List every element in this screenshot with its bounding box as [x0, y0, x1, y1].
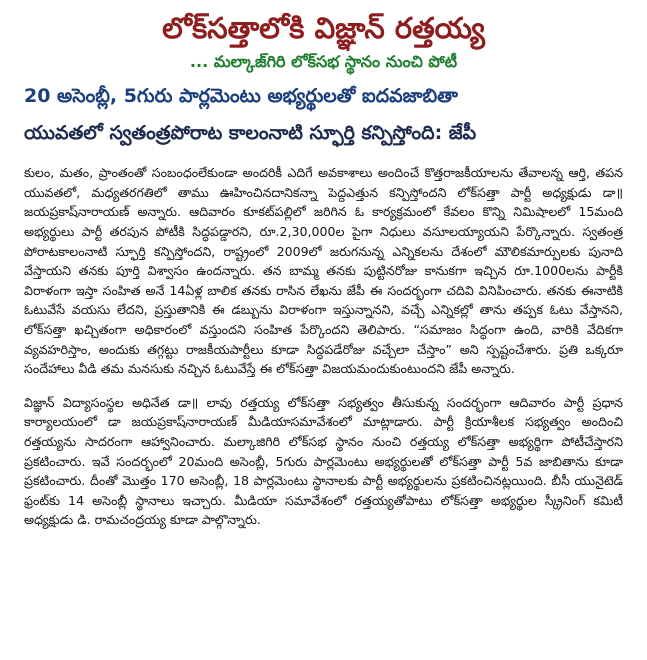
article-title: లోక్‌సత్తాలోకి విజ్ఞాన్ రత్తయ్య	[162, 11, 485, 45]
article-body	[24, 163, 623, 530]
article-paragraph: విజ్ఞాన్ విద్యాసంస్థల అధినేత డా॥ లావు రత్తయ్య లోక్‌సత్తా సభ్యత్వం తీసుకున్న సందర్భంగా ఆదివారం పార్టీ ప్రధాన కార్యాలయంలో డా జయప్రకాష్‌నారాయణ్ మీడియాసమావేశంలో మాట్లాడారు. పార్టీ క్రియాశీలక సభ్యత్వం అందించి రత్తయ్యను సాదరంగా ఆహ్వానించారు. మల్కాజిగిరి లోక్‌సభ స్థానం నుంచి రత్తయ్య లోక్‌సత్తా అభ్యర్థిగా పోటీచేస్తారని ప్రకటించారు. ఇవే సందర్భంలో 20మంది అసెంబ్లీ, 5గురు పార్లమెంటు అభ్యర్థులతో లోక్‌సత్తా పార్టీ 5వ జాబితాను కూడా ప్రకటించారు. దీంతో మొత్తం 170 అసెంబ్లీ, 18 పార్లమెంటు స్థానాలకు పార్టీ అభ్యర్థులను ప్రకటించినట్లయింది. బీసీ యునైటెడ్ ఫ్రంట్‌కు 14 అసెంబ్లీ స్థానాలు ఇచ్చారు. మీడియా సమావేశంలో రత్తయ్యతోపాటు లోక్‌సత్తా అభ్యర్థుల స్క్రీనింగ్ కమిటీ అధ్యక్షుడు డి. రామచంద్రయ్య కూడా పాల్గొన్నారు.	[24, 394, 623, 528]
article-headline-blue: 20 అసెంబ్లీ, 5గురు పార్లమెంటు అభ్యర్థులతో ఐదవజాబితా	[24, 85, 458, 108]
article-paragraph: కులం, మతం, ప్రాంతంతో సంబంధంలేకుండా అందరికీ ఎదిగే అవకాశాలు అందించే కొత్తరాజకీయాలను తేవాలన్న ఆర్తి, తపన యువతలో, మధ్యతరగతిలో తాము ఊహించినదానికన్నా పెద్దఎత్తున కన్పిస్తోందని లోక్‌సత్తా పార్టీ అధ్యక్షుడు డా॥ జయప్రకాష్‌నారాయణ్ అన్నారు. ఆదివారం కూకట్‌పల్లిలో జరిగిన ఓ కార్యక్రమంలో కేవలం కొన్ని నిమిషాలలో 15మంది అభ్యర్థులు పార్టీ తరపున పోటీకి సిద్ధపడ్డారని, రూ.2,30,000ల పైగా నిధులు వసూలయ్యాయని పేర్కొన్నారు. స్వతంత్ర పోరాటకాలంనాటి స్ఫూర్తి కన్పిస్తోందని, రాష్ట్రంలో 2009లో జరుగనున్న ఎన్నికలను దేశంలో మౌలికమార్పులకు పునాది వేస్తాయని తనకు పూర్తి విశ్వాసం ఉందన్నారు. తన బామ్మ తనకు పుట్టినరోజు కానుకగా ఇచ్చిన రూ.1000లను పార్టీకి విరాళంగా ఇస్తా సంహిత అనే 14ఏళ్ల బాలిక తనకు రాసిన లేఖను జేపీ ఈ సందర్భంగా చదివి వినిపించారు. తనకు ఈనాటికి ఓటువేసే వయసు లేదని, ప్రస్తుతానికి ఈ డబ్బును విరాళంగా ఇస్తున్నానని, వచ్చే ఎన్నికల్లో తాను తప్పక ఓటు వేస్తానని, లోక్‌సత్తా ఖచ్చితంగా అధికారంలో వస్తుందని సంహిత పేర్కొందని తెలిపారు. “సమాజం సిద్ధంగా ఉంది, వారికి వేదికగా వ్యవహరిస్తాం, అందుకు తగ్గట్టు రాజకీయపార్టీలు కూడా సిద్ధపడేరోజు వచ్చేలా చేస్తాం” అని స్పష్టంచేశారు. ప్రతి ఒక్కరూ సందేహాలు వీడి తమ మనసుకు నచ్చిన ఓటువేస్తే ఈ లోక్‌సత్తా విజయమందుకుంటుందని జేపీ అన్నారు.	[24, 165, 623, 377]
article-headline-dark: యువతలో స్వతంత్రపోరాట కాలంనాటి స్ఫూర్తి కన్పిస్తోంది: జేపీ	[24, 122, 477, 145]
article-subtitle: ... మల్కాజ్‌గిరి లోక్‌సభ స్థానం నుంచి పోటీ	[189, 52, 458, 72]
